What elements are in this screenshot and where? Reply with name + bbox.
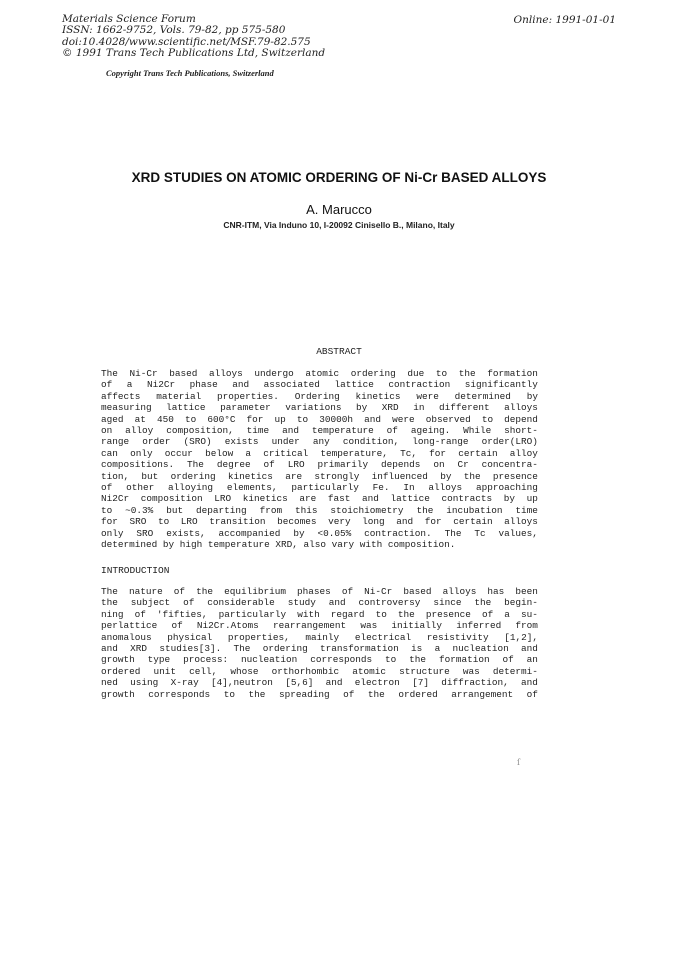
text-line: ordered unit cell, whose orthorhombic atomic structure was determi- (101, 665, 538, 677)
online-date: Online: 1991-01-01 (513, 14, 616, 26)
text-line: affects material properties. Ordering kinetics were determined by (101, 390, 538, 402)
stray-mark: ſ (517, 758, 520, 767)
text-line: ning of 'fifties, particularly with regard to the presence of a su- (101, 608, 538, 620)
text-line: of a Ni2Cr phase and associated lattice contraction significantly (101, 379, 538, 391)
text-line: for SRO to LRO transition becomes very long and for certain alloys (101, 516, 538, 528)
text-line: The Ni-Cr based alloys undergo atomic ordering due to the formation (101, 368, 538, 379)
text-line: anomalous physical properties, mainly electrical resistivity [1,2], (101, 631, 538, 643)
author-name: A. Marucco (306, 202, 372, 217)
text-line: can only occur below a critical temperature, Tc, for certain alloy (101, 447, 538, 459)
text-line: determined by high temperature XRD, also vary with composition. (101, 539, 456, 551)
text-line: The nature of the equilibrium phases of Ni-Cr based alloys has been (101, 586, 538, 597)
text-line: measuring lattice parameter variations by XRD in different alloys (101, 402, 538, 414)
publisher-copyright: © 1991 Trans Tech Publications Ltd, Switzerland (62, 47, 326, 60)
text-line: to ~0.3% but departing from this stoichiometry the incubation time (101, 504, 538, 516)
abstract-heading: ABSTRACT (316, 346, 362, 357)
introduction-body (101, 586, 538, 700)
text-line: growth type process: nucleation corresponds to the formation of an (101, 654, 538, 666)
introduction-heading: INTRODUCTION (101, 565, 170, 576)
text-line: of other alloying elements, particularly Fe. In alloys approaching (101, 482, 538, 494)
abstract-body (101, 368, 538, 551)
text-line: compositions. The degree of LRO primarily depends on Cr concentra- (101, 459, 538, 471)
journal-header (62, 14, 325, 60)
text-line: and XRD studies[3]. The ordering transformation is a nucleation and (101, 643, 538, 655)
text-line: ned using X-ray [4],neutron [5,6] and electron [7] diffraction, and (101, 677, 538, 689)
text-line: only SRO exists, accompanied by <0.05% contraction. The Tc values, (101, 527, 538, 539)
issn-line: ISSN: 1662-9752, Vols. 79-82, pp 575-580 (62, 24, 286, 37)
text-line: tion, but ordering kinetics are strongly influenced by the presence (101, 470, 538, 482)
text-line: aged at 450 to 600°C for up to 30000h and were observed to depend (101, 413, 538, 425)
paper-title: XRD STUDIES ON ATOMIC ORDERING OF Ni-Cr BASED ALLOYS (131, 170, 547, 185)
text-line: perlattice of Ni2Cr.Atoms rearrangement was initially inferred from (101, 620, 538, 632)
copyright-line: Copyright Trans Tech Publications, Switzerland (106, 68, 274, 78)
text-line: Ni2Cr composition LRO kinetics are fast and lattice contracts by up (101, 493, 538, 505)
text-line: on alloy composition, time and temperature of ageing. While short- (101, 425, 538, 437)
author-affiliation: CNR-ITM, Via Induno 10, I-20092 Cinisello B., Milano, Italy (223, 220, 455, 230)
journal-name: Materials Science Forum (62, 13, 196, 25)
text-line: growth corresponds to the spreading of the ordered arrangement of (101, 688, 538, 700)
doi-line: doi:10.4028/www.scientific.net/MSF.79-82.575 (62, 35, 311, 48)
text-line: the subject of considerable study and controversy since the begin- (101, 597, 538, 609)
text-line: range order (SRO) exists under any condition, long-range order(LRO) (101, 436, 538, 448)
